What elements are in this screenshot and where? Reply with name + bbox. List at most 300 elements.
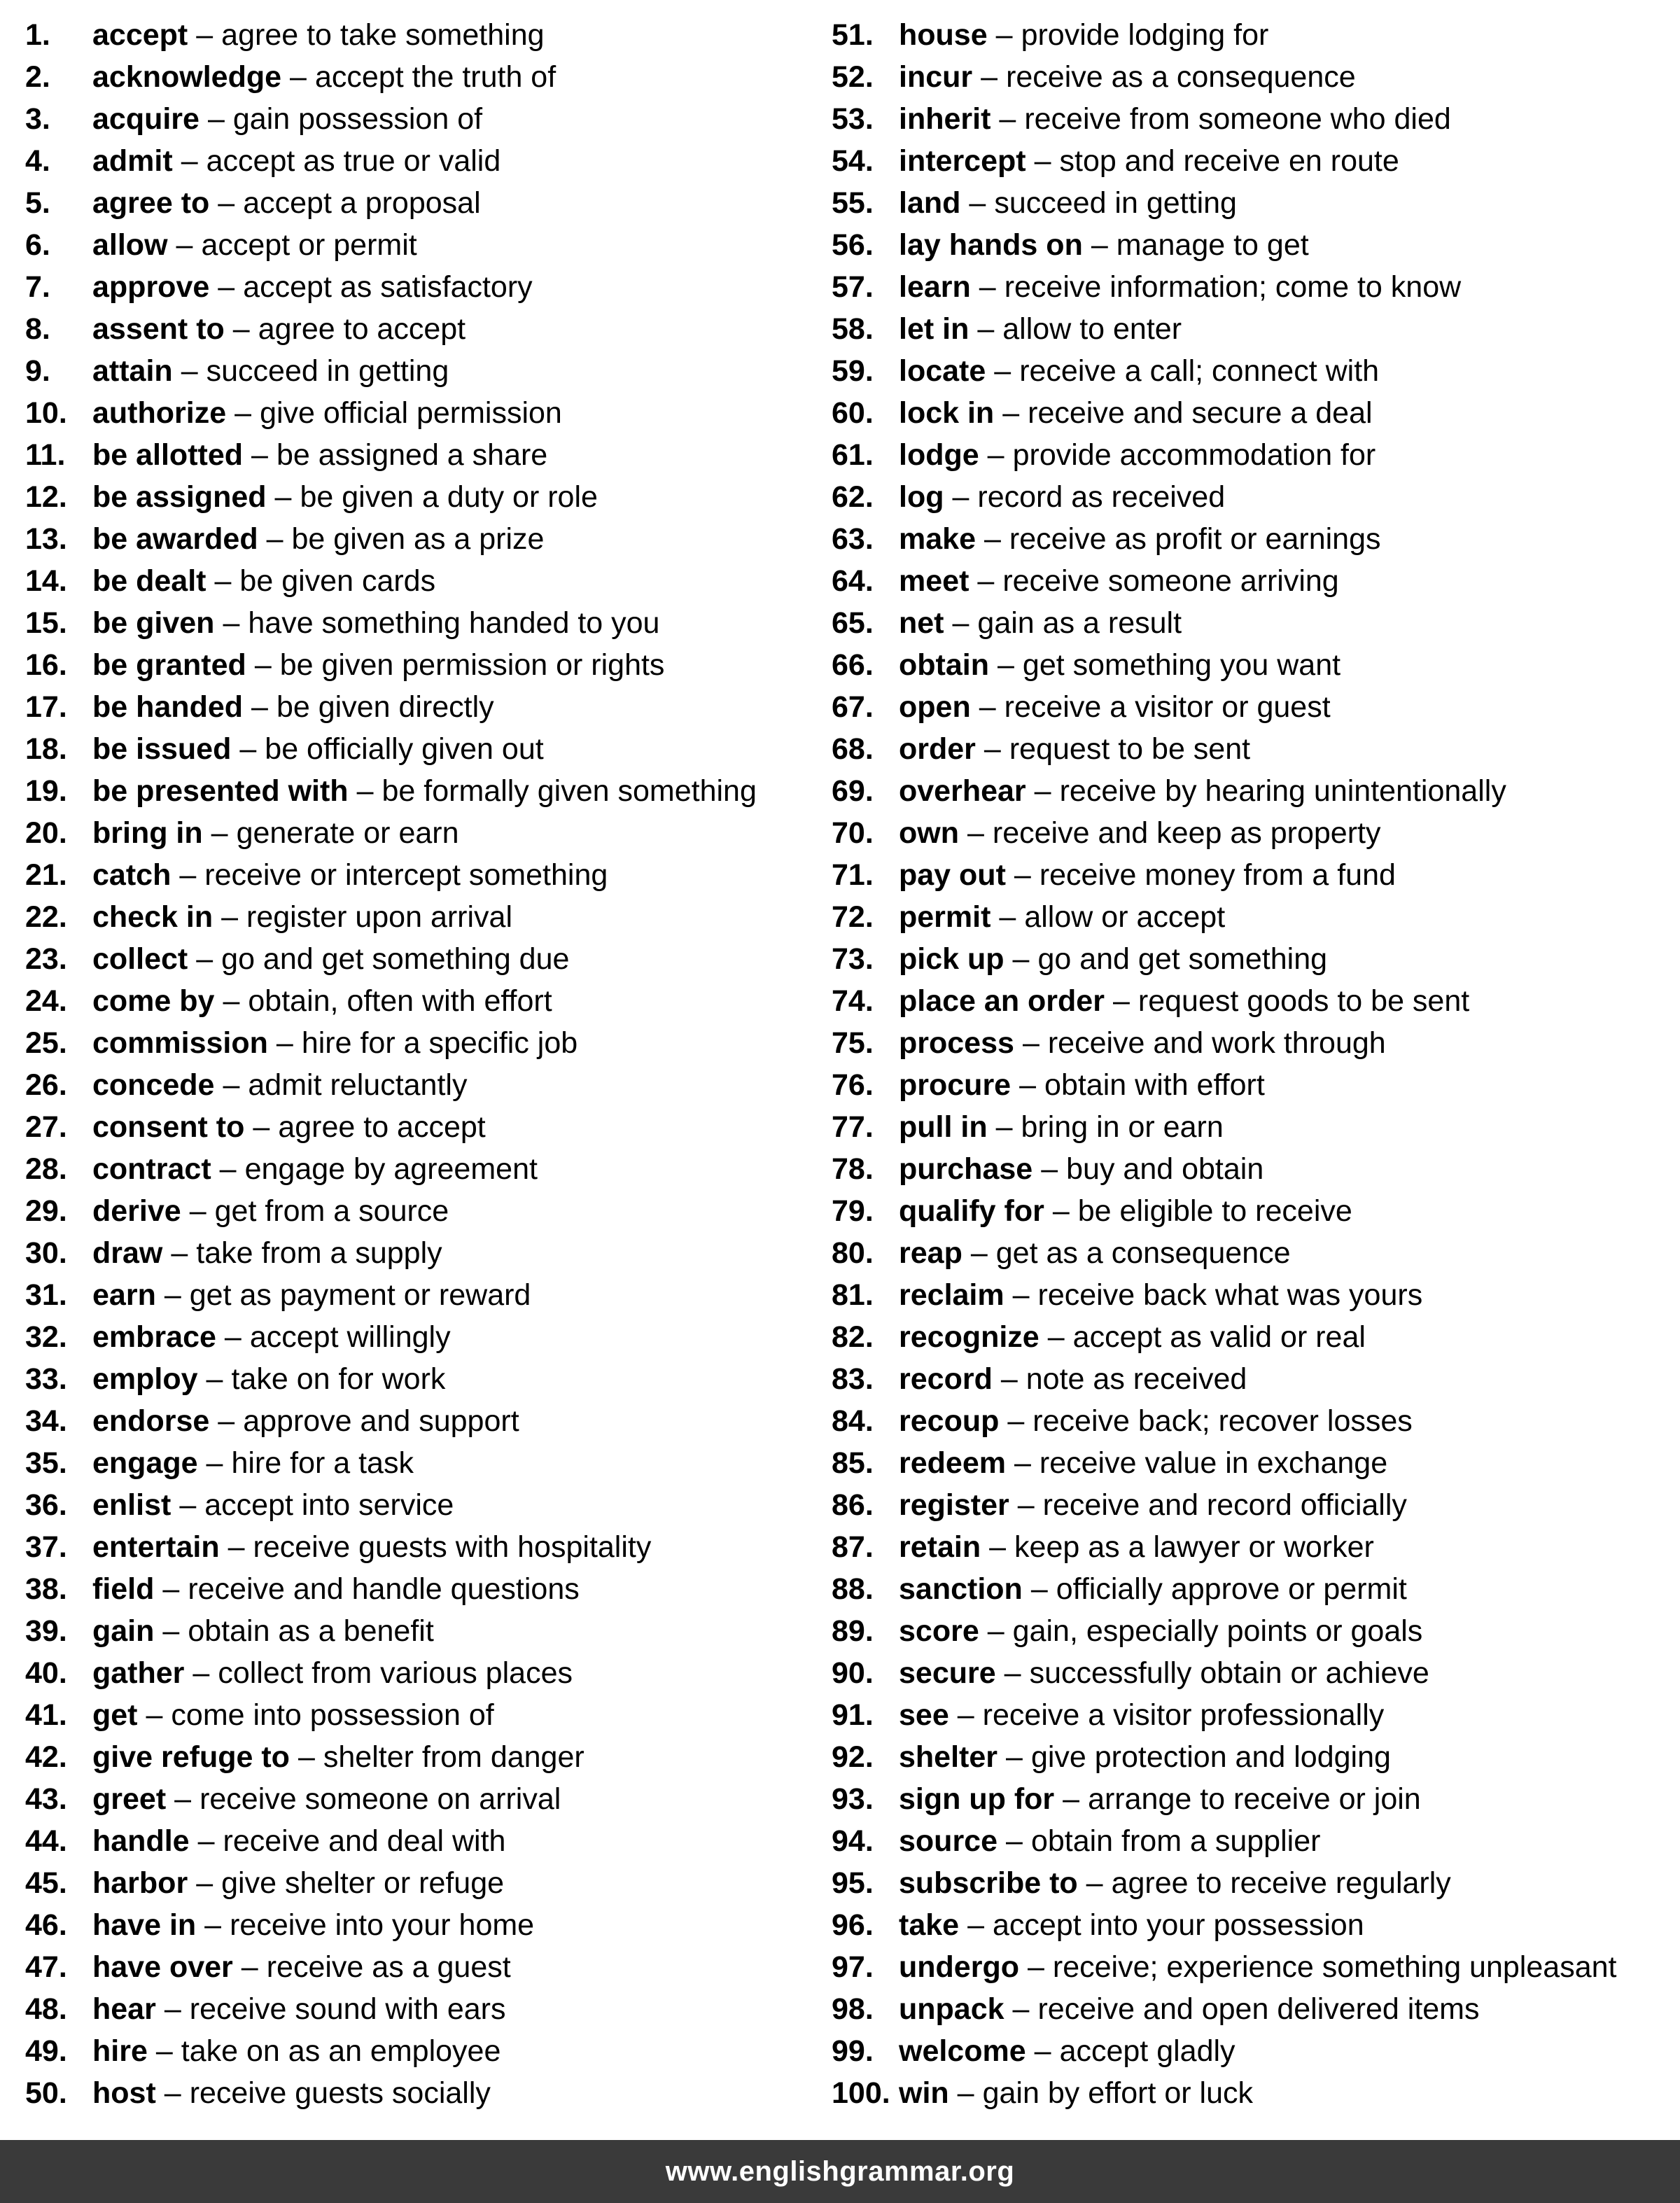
list-item <box>832 980 1651 1022</box>
item-definition: be given cards <box>239 564 436 598</box>
item-separator: – <box>981 60 998 94</box>
item-separator: – <box>234 396 252 430</box>
item-separator: – <box>1012 942 1030 976</box>
item-word: collect <box>92 942 188 976</box>
item-number: 65. <box>832 606 874 640</box>
item-definition: collect from various places <box>218 1656 573 1690</box>
item-separator: – <box>181 354 198 388</box>
item-word: be allotted <box>92 438 244 472</box>
item-separator: – <box>218 270 235 304</box>
list-item <box>832 2030 1651 2072</box>
item-number: 19. <box>25 774 67 808</box>
list-item <box>832 1484 1651 1526</box>
item-number: 34. <box>25 1404 67 1438</box>
item-definition: receive back; recover losses <box>1032 1404 1413 1438</box>
item-definition: be formally given something <box>382 774 757 808</box>
item-word: be given <box>92 606 215 640</box>
item-definition: obtain with effort <box>1044 1068 1265 1102</box>
item-separator: – <box>1086 1866 1103 1900</box>
item-number: 87. <box>832 1530 874 1564</box>
item-number: 61. <box>832 438 874 472</box>
item-number: 27. <box>25 1110 67 1144</box>
list-item <box>832 938 1651 980</box>
item-definition: be given a duty or role <box>300 480 598 514</box>
item-word: sanction <box>899 1572 1023 1606</box>
item-word: pay out <box>899 858 1006 892</box>
item-word: overhear <box>899 774 1026 808</box>
item-number: 47. <box>25 1950 67 1984</box>
item-number: 7. <box>25 270 50 304</box>
item-number: 98. <box>832 1992 874 2026</box>
list-item <box>25 686 844 728</box>
item-word: sign up for <box>899 1782 1055 1816</box>
item-word: let in <box>899 312 969 346</box>
list-item <box>832 854 1651 896</box>
item-separator: – <box>171 1236 188 1270</box>
list-item <box>25 1862 844 1904</box>
item-number: 5. <box>25 186 50 220</box>
list-item <box>25 1484 844 1526</box>
item-definition: shelter from danger <box>323 1740 584 1774</box>
item-number: 86. <box>832 1488 874 1522</box>
item-word: redeem <box>899 1446 1006 1480</box>
item-definition: be given as a prize <box>291 522 545 556</box>
item-separator: – <box>1004 1656 1021 1690</box>
list-item <box>25 1190 844 1232</box>
item-number: 93. <box>832 1782 874 1816</box>
item-word: net <box>899 606 944 640</box>
item-definition: accept into your possession <box>993 1908 1364 1942</box>
item-word: gain <box>92 1614 155 1648</box>
list-item <box>25 1064 844 1106</box>
item-word: check in <box>92 900 214 934</box>
item-number: 4. <box>25 144 50 178</box>
item-number: 59. <box>832 354 874 388</box>
item-separator: – <box>174 1782 192 1816</box>
item-separator: – <box>1027 1950 1044 1984</box>
item-separator: – <box>179 1488 197 1522</box>
item-definition: give shelter or refuge <box>221 1866 505 1900</box>
item-number: 50. <box>25 2076 67 2110</box>
item-number: 32. <box>25 1320 67 1354</box>
list-item <box>25 1400 844 1442</box>
list-item <box>832 1946 1651 1988</box>
list-item <box>25 56 844 98</box>
item-word: lay hands on <box>899 228 1083 262</box>
item-separator: – <box>1012 1992 1030 2026</box>
item-number: 15. <box>25 606 67 640</box>
item-separator: – <box>254 648 272 682</box>
list-item <box>832 896 1651 938</box>
list-item <box>25 1148 844 1190</box>
item-separator: – <box>196 18 214 52</box>
list-item <box>25 182 844 224</box>
item-number: 73. <box>832 942 874 976</box>
item-word: give refuge to <box>92 1740 290 1774</box>
list-item <box>832 1148 1651 1190</box>
item-number: 83. <box>832 1362 874 1396</box>
item-separator: – <box>967 1908 984 1942</box>
list-item <box>832 1442 1651 1484</box>
item-separator: – <box>298 1740 315 1774</box>
list-item <box>25 980 844 1022</box>
item-number: 99. <box>832 2034 874 2068</box>
list-item <box>25 1946 844 1988</box>
list-item <box>832 1610 1651 1652</box>
list-item <box>25 14 844 56</box>
item-word: pick up <box>899 942 1004 976</box>
item-definition: gain as a result <box>977 606 1182 640</box>
list-item <box>832 56 1651 98</box>
item-definition: go and get something <box>1037 942 1328 976</box>
list-item <box>832 434 1651 476</box>
item-number: 81. <box>832 1278 874 1312</box>
item-separator: – <box>227 1530 245 1564</box>
item-word: contract <box>92 1152 211 1186</box>
item-word: get <box>92 1698 138 1732</box>
item-definition: admit reluctantly <box>248 1068 468 1102</box>
item-word: allow <box>92 228 168 262</box>
list-item <box>832 518 1651 560</box>
list-item <box>832 350 1651 392</box>
item-separator: – <box>179 858 197 892</box>
list-item <box>25 602 844 644</box>
item-definition: receive into your home <box>230 1908 535 1942</box>
item-word: embrace <box>92 1320 216 1354</box>
item-definition: get as payment or reward <box>189 1278 531 1312</box>
list-item <box>25 1736 844 1778</box>
item-number: 30. <box>25 1236 67 1270</box>
item-number: 2. <box>25 60 50 94</box>
item-separator: – <box>146 1698 163 1732</box>
item-number: 21. <box>25 858 67 892</box>
item-definition: gain, especially points or goals <box>1012 1614 1423 1648</box>
item-separator: – <box>1112 984 1130 1018</box>
item-separator: – <box>211 816 228 850</box>
item-word: attain <box>92 354 173 388</box>
list-item <box>832 686 1651 728</box>
item-separator: – <box>219 1152 237 1186</box>
footer-bar <box>0 2140 1680 2203</box>
item-number: 14. <box>25 564 67 598</box>
item-number: 29. <box>25 1194 67 1228</box>
list-item <box>832 1904 1651 1946</box>
item-separator: – <box>957 1698 974 1732</box>
item-word: permit <box>899 900 991 934</box>
list-item <box>832 728 1651 770</box>
list-item <box>25 938 844 980</box>
item-definition: provide lodging for <box>1021 18 1269 52</box>
list-item <box>832 1736 1651 1778</box>
item-separator: – <box>155 2034 173 2068</box>
item-number: 53. <box>832 102 874 136</box>
list-item <box>832 1988 1651 2030</box>
item-separator: – <box>218 186 235 220</box>
item-separator: – <box>977 564 995 598</box>
list-item <box>832 1526 1651 1568</box>
item-word: reclaim <box>899 1278 1004 1312</box>
list-item <box>25 1694 844 1736</box>
list-item <box>25 476 844 518</box>
list-item <box>25 1274 844 1316</box>
item-word: recoup <box>899 1404 1000 1438</box>
item-number: 44. <box>25 1824 67 1858</box>
item-definition: be officially given out <box>265 732 544 766</box>
item-separator: – <box>204 1908 222 1942</box>
item-word: be dealt <box>92 564 206 598</box>
item-number: 12. <box>25 480 67 514</box>
item-definition: receive and secure a deal <box>1028 396 1373 430</box>
item-number: 33. <box>25 1362 67 1396</box>
item-separator: – <box>176 228 193 262</box>
item-word: welcome <box>899 2034 1026 2068</box>
item-definition: take on for work <box>231 1362 446 1396</box>
item-number: 45. <box>25 1866 67 1900</box>
item-number: 71. <box>832 858 874 892</box>
list-item <box>832 1694 1651 1736</box>
item-definition: get as a consequence <box>995 1236 1291 1270</box>
item-number: 80. <box>832 1236 874 1270</box>
item-separator: – <box>1041 1152 1058 1186</box>
item-number: 10. <box>25 396 67 430</box>
item-separator: – <box>1000 1362 1018 1396</box>
item-number: 1. <box>25 18 50 52</box>
item-definition: come into possession of <box>171 1698 494 1732</box>
item-word: secure <box>899 1656 996 1690</box>
item-definition: manage to get <box>1116 228 1309 262</box>
item-word: place an order <box>899 984 1105 1018</box>
item-number: 100. <box>832 2076 890 2110</box>
list-item <box>832 812 1651 854</box>
item-number: 94. <box>832 1824 874 1858</box>
list-item <box>25 1106 844 1148</box>
item-word: be assigned <box>92 480 267 514</box>
item-word: see <box>899 1698 949 1732</box>
item-definition: receive value in exchange <box>1039 1446 1388 1480</box>
item-definition: accept gladly <box>1059 2034 1236 2068</box>
item-number: 24. <box>25 984 67 1018</box>
item-definition: obtain from a supplier <box>1030 1824 1321 1858</box>
footer-url[interactable]: www.englishgrammar.org <box>665 2155 1015 2187</box>
item-word: have in <box>92 1908 197 1942</box>
item-word: win <box>899 2076 949 2110</box>
item-word: score <box>899 1614 979 1648</box>
item-word: subscribe to <box>899 1866 1078 1900</box>
list-item <box>25 1778 844 1820</box>
item-definition: allow to enter <box>1002 312 1182 346</box>
item-number: 31. <box>25 1278 67 1312</box>
item-separator: – <box>987 438 1004 472</box>
item-number: 17. <box>25 690 67 724</box>
item-number: 46. <box>25 1908 67 1942</box>
item-definition: have something handed to you <box>248 606 660 640</box>
item-number: 78. <box>832 1152 874 1186</box>
item-definition: provide accommodation for <box>1012 438 1376 472</box>
item-separator: – <box>1014 858 1031 892</box>
item-definition: receive as profit or earnings <box>1009 522 1381 556</box>
item-definition: receive and handle questions <box>188 1572 580 1606</box>
item-number: 9. <box>25 354 50 388</box>
item-word: land <box>899 186 961 220</box>
item-number: 13. <box>25 522 67 556</box>
item-word: hire <box>92 2034 148 2068</box>
left-column <box>25 14 844 2114</box>
item-separator: – <box>241 1950 258 1984</box>
item-separator: – <box>221 900 239 934</box>
item-definition: receive a visitor professionally <box>982 1698 1385 1732</box>
item-definition: agree to receive regularly <box>1111 1866 1451 1900</box>
list-item <box>25 1232 844 1274</box>
item-separator: – <box>164 1992 181 2026</box>
item-separator: – <box>1006 1740 1023 1774</box>
item-separator: – <box>1006 1824 1023 1858</box>
item-separator: – <box>997 648 1014 682</box>
list-item <box>25 98 844 140</box>
item-word: lodge <box>899 438 979 472</box>
list-item <box>25 728 844 770</box>
item-word: retain <box>899 1530 981 1564</box>
item-definition: agree to accept <box>258 312 466 346</box>
item-word: accept <box>92 18 188 52</box>
item-word: enlist <box>92 1488 172 1522</box>
item-separator: – <box>1007 1404 1025 1438</box>
list-item <box>832 392 1651 434</box>
item-separator: – <box>251 438 268 472</box>
item-number: 84. <box>832 1404 874 1438</box>
item-definition: accept or permit <box>201 228 417 262</box>
list-item <box>832 1862 1651 1904</box>
item-separator: – <box>206 1446 223 1480</box>
item-separator: – <box>192 1656 210 1690</box>
item-word: procure <box>899 1068 1011 1102</box>
item-word: unpack <box>899 1992 1004 2026</box>
item-number: 90. <box>832 1656 874 1690</box>
item-word: meet <box>899 564 969 598</box>
item-definition: accept willingly <box>249 1320 451 1354</box>
item-definition: allow or accept <box>1024 900 1226 934</box>
item-word: register <box>899 1488 1009 1522</box>
item-separator: – <box>1047 1320 1065 1354</box>
item-definition: give protection and lodging <box>1030 1740 1391 1774</box>
item-separator: – <box>206 1362 223 1396</box>
item-number: 11. <box>25 438 66 472</box>
list-item <box>832 476 1651 518</box>
item-number: 6. <box>25 228 50 262</box>
item-separator: – <box>223 984 240 1018</box>
item-definition: arrange to receive or join <box>1088 1782 1421 1816</box>
item-separator: – <box>162 1572 180 1606</box>
item-word: have over <box>92 1950 233 1984</box>
item-definition: go and get something due <box>221 942 570 976</box>
list-item <box>25 1820 844 1862</box>
item-separator: – <box>999 102 1016 136</box>
item-separator: – <box>164 2076 181 2110</box>
item-definition: hire for a specific job <box>301 1026 578 1060</box>
item-word: locate <box>899 354 986 388</box>
item-separator: – <box>1091 228 1108 262</box>
item-definition: receive guests with hospitality <box>253 1530 652 1564</box>
item-number: 91. <box>832 1698 874 1732</box>
item-definition: receive and record officially <box>1042 1488 1407 1522</box>
item-number: 63. <box>832 522 874 556</box>
item-separator: – <box>290 60 307 94</box>
item-number: 56. <box>832 228 874 262</box>
item-definition: receive someone on arrival <box>200 1782 561 1816</box>
item-word: engage <box>92 1446 198 1480</box>
item-definition: take from a supply <box>196 1236 442 1270</box>
item-definition: obtain as a benefit <box>188 1614 434 1648</box>
item-number: 72. <box>832 900 874 934</box>
item-definition: receive guests socially <box>189 2076 491 2110</box>
item-word: gather <box>92 1656 185 1690</box>
item-word: acknowledge <box>92 60 282 94</box>
item-separator: – <box>957 2076 974 2110</box>
item-number: 96. <box>832 1908 874 1942</box>
list-item <box>832 182 1651 224</box>
item-number: 42. <box>25 1740 67 1774</box>
item-word: be issued <box>92 732 232 766</box>
item-word: hear <box>92 1992 156 2026</box>
item-word: own <box>899 816 959 850</box>
item-separator: – <box>967 816 984 850</box>
item-number: 38. <box>25 1572 67 1606</box>
item-word: commission <box>92 1026 268 1060</box>
item-word: handle <box>92 1824 190 1858</box>
item-number: 18. <box>25 732 67 766</box>
item-separator: – <box>266 522 284 556</box>
item-separator: – <box>189 1194 206 1228</box>
list-item <box>25 560 844 602</box>
item-separator: – <box>162 1614 180 1648</box>
item-definition: agree to accept <box>278 1110 486 1144</box>
item-separator: – <box>1019 1068 1037 1102</box>
list-item <box>25 854 844 896</box>
item-number: 49. <box>25 2034 67 2068</box>
item-word: authorize <box>92 396 227 430</box>
item-separator: – <box>223 1068 240 1102</box>
item-number: 74. <box>832 984 874 1018</box>
item-word: bring in <box>92 816 203 850</box>
item-number: 41. <box>25 1698 67 1732</box>
list-item <box>832 644 1651 686</box>
item-word: qualify for <box>899 1194 1044 1228</box>
item-separator: – <box>1052 1194 1070 1228</box>
item-definition: agree to take something <box>221 18 545 52</box>
item-definition: receive; experience something unpleasant <box>1052 1950 1617 1984</box>
item-number: 39. <box>25 1614 67 1648</box>
list-item <box>832 1022 1651 1064</box>
item-definition: receive as a guest <box>266 1950 511 1984</box>
item-word: derive <box>92 1194 181 1228</box>
item-separator: – <box>1034 2034 1051 2068</box>
list-item <box>25 1442 844 1484</box>
item-word: process <box>899 1026 1014 1060</box>
list-item <box>832 224 1651 266</box>
item-separator: – <box>356 774 374 808</box>
item-definition: register upon arrival <box>246 900 513 934</box>
item-definition: obtain, often with effort <box>248 984 552 1018</box>
item-word: assent to <box>92 312 225 346</box>
item-definition: bring in or earn <box>1021 1110 1224 1144</box>
item-word: order <box>899 732 976 766</box>
item-definition: receive money from a fund <box>1039 858 1396 892</box>
item-number: 25. <box>25 1026 67 1060</box>
item-number: 95. <box>832 1866 874 1900</box>
item-separator: – <box>214 564 232 598</box>
list-item <box>832 1064 1651 1106</box>
item-separator: – <box>970 1236 988 1270</box>
item-definition: approve and support <box>243 1404 519 1438</box>
